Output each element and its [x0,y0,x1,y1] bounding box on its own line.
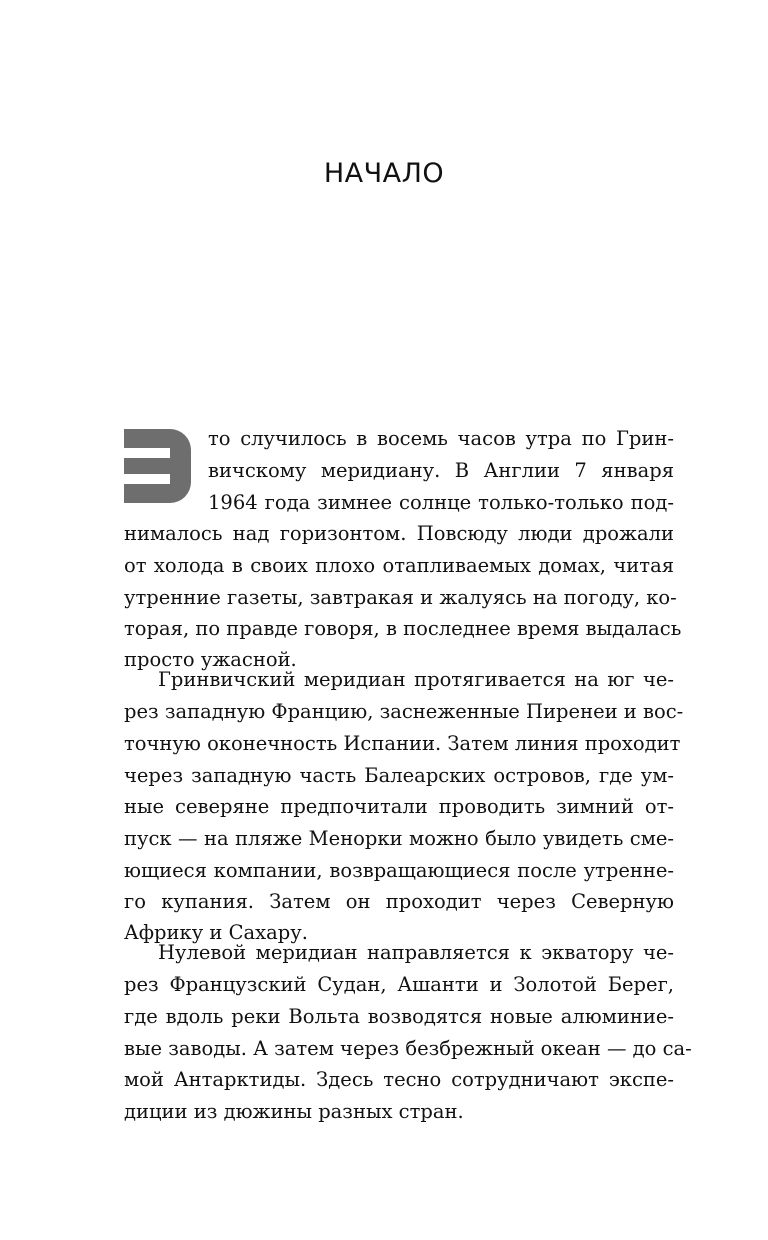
paragraph-2-line-2: рез западную Францию, заснеженные Пиренеи и вос- [124,700,684,723]
paragraph-1-line-1: то случилось в восемь часов утра по Грин- [208,427,674,450]
paragraph-2-line-3: точную оконечность Испании. Затем линия проходит [124,732,681,755]
paragraph-2-line-1: Гринвичский меридиан протягивается на юг че- [158,668,674,691]
drop-cap-shape [124,429,191,503]
paragraph-1-line-6: утренние газеты, завтракая и жалуясь на погоду, ко- [124,586,677,609]
paragraph-2-line-9: Африку и Сахару. [124,921,308,944]
paragraph-3-line-2: рез Французский Судан, Ашанти и Золотой Берег, [124,973,674,996]
paragraph-3-line-6: диции из дюжины разных стран. [124,1100,464,1123]
paragraph-3-line-1: Нулевой меридиан направляется к экватору че- [158,941,674,964]
paragraph-2-line-4: через западную часть Балеарских островов, где ум- [124,764,674,787]
paragraph-2-line-8: го купания. Затем он проходит через Северную [124,890,674,913]
paragraph-1-line-5: от холода в своих плохо отапливаемых домах, читая [124,554,674,577]
chapter-title: НАЧАЛО [323,158,445,189]
drop-cap-letter-e [124,429,191,503]
paragraph-3-line-3: где вдоль реки Вольта возводятся новые алюминие- [124,1005,674,1028]
paragraph-2-line-5: ные северяне предпочитали проводить зимний от- [124,795,674,818]
paragraph-2-line-6: пуск — на пляже Менорки можно было увидеть сме- [124,827,674,850]
paragraph-3-line-4: вые заводы. А затем через безбрежный океан — до са- [124,1037,692,1060]
paragraph-1-line-4: нималось над горизонтом. Повсюду люди дрожали [124,522,674,545]
paragraph-3-line-5: мой Антарктиды. Здесь тесно сотрудничают экспе- [124,1068,674,1091]
paragraph-2-line-7: ющиеся компании, возвращающиеся после утренне- [124,859,674,882]
paragraph-1-line-3: 1964 года зимнее солнце только-только под- [208,491,674,514]
paragraph-1-line-2: вичскому меридиану. В Англии 7 января [208,459,674,482]
paragraph-1-line-8: просто ужасной. [124,648,297,671]
paragraph-1-line-7: торая, по правде говоря, в последнее время выдалась [124,617,682,640]
